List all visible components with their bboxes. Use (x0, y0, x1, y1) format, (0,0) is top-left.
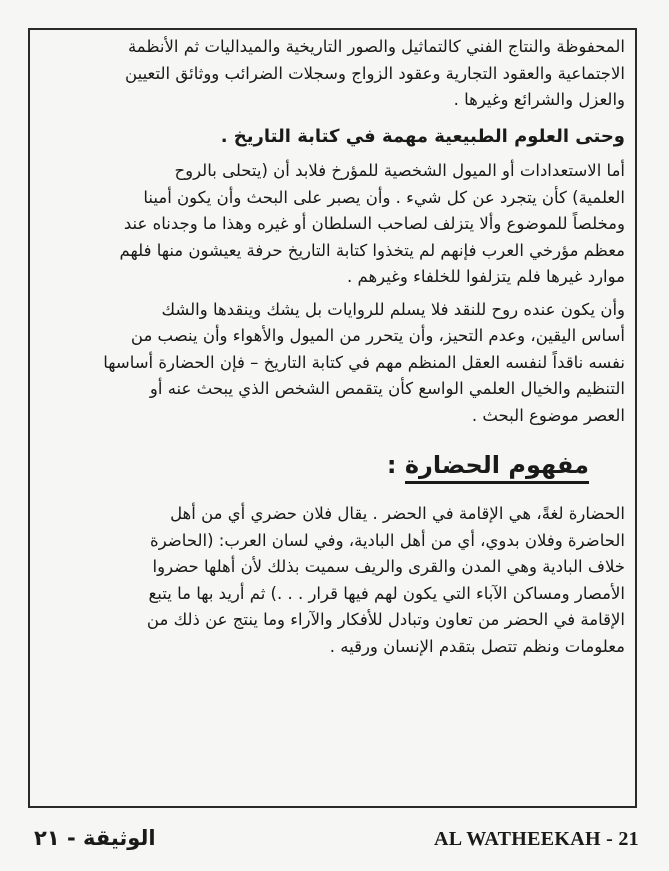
text-line: نفسه ناقداً لنفسه العقل المنظم مهم في كتابة التاريخ – فإن الحضارة أساسها (103, 352, 625, 372)
paragraph-2 (44, 158, 625, 291)
section-title-text: مفهوم الحضارة (405, 451, 589, 484)
text-line: الاجتماعية والعقود التجارية وعقود الزواج وسجلات الضرائب ووثائق التعيين (125, 63, 625, 83)
text-line: المحفوظة والنتاج الفني كالتماثيل والصور التاريخية والميداليات ثم الأنظمة (127, 37, 625, 56)
text-line: والعزل والشرائع وغيرها . (453, 90, 625, 109)
text-line: ومخلصاً للموضوع وألا يتزلف لصاحب السلطان أو غيره وهذا ما وجدناه عند (123, 214, 625, 233)
text-line: موارد غيرها فلم يتزلفوا للخلفاء وغيرهم . (346, 267, 625, 286)
text-line: العلمية) كأن يتجرد عن كل شيء . وأن يصبر على البحث وأن يكون أمينا (143, 187, 625, 207)
text-line: الإقامة في الحضر من تعاون وتبادل للأفكار والآراء وما ينتج عن ذلك من (146, 610, 625, 629)
footer-english-page-label: AL WATHEEKAH - 21 (434, 828, 639, 850)
footer-arabic-page-label: الوثيقة - ٢١ (34, 826, 156, 850)
section-title (44, 451, 625, 479)
text-line: أساس اليقين، وعدم التحيز، وأن يتحرر من الميول والأهواء وأن ينصب من (130, 326, 625, 345)
paragraph-3 (44, 297, 625, 430)
text-line: أما الاستعدادات أو الميول الشخصية للمؤرخ فلابد أن (يتحلى بالروح (174, 161, 625, 180)
text-line: معلومات ونظم تتصل بتقدم الإنسان ورقيه . (329, 636, 625, 656)
text-line: خلاف البادية وهي المدن والقرى والريف سميت بذلك لأن أهلها حضروا (152, 557, 625, 576)
text-line: العصر موضوع البحث . (471, 405, 625, 425)
paragraph-1 (44, 34, 625, 114)
article-body (44, 34, 625, 660)
text-line: معظم مؤرخي العرب فإنهم لم يتخذوا كتابة التاريخ حرفة يعيشون منها فلهم (119, 240, 625, 260)
text-line: التنظيم والخيال العلمي الواسع كأن يتقمص الشخص الذي يبحث عنه أو (149, 379, 625, 398)
section-title-colon: : (386, 451, 405, 479)
subheading: وحتى العلوم الطبيعية مهمة في كتابة التاريخ . (220, 125, 625, 147)
text-line: الحاضرة وفلان بدوي، أي من أهل البادية، وفي لسان العرب: (الحاضرة (150, 530, 625, 550)
paragraph-4 (44, 501, 625, 660)
text-line: الأمصار ومساكن الآباء التي يكون لهم فيها قرار . . .) ثم أريد بها ما يتبع (148, 583, 625, 603)
text-line: وأن يكون عنده روح للنقد فلا يسلم للروايات بل يشك وينقدها والشك (161, 299, 625, 319)
text-line: الحضارة لغةً، هي الإقامة في الحضر . يقال فلان حضري أي من أهل (170, 504, 625, 523)
page-footer (30, 828, 639, 858)
